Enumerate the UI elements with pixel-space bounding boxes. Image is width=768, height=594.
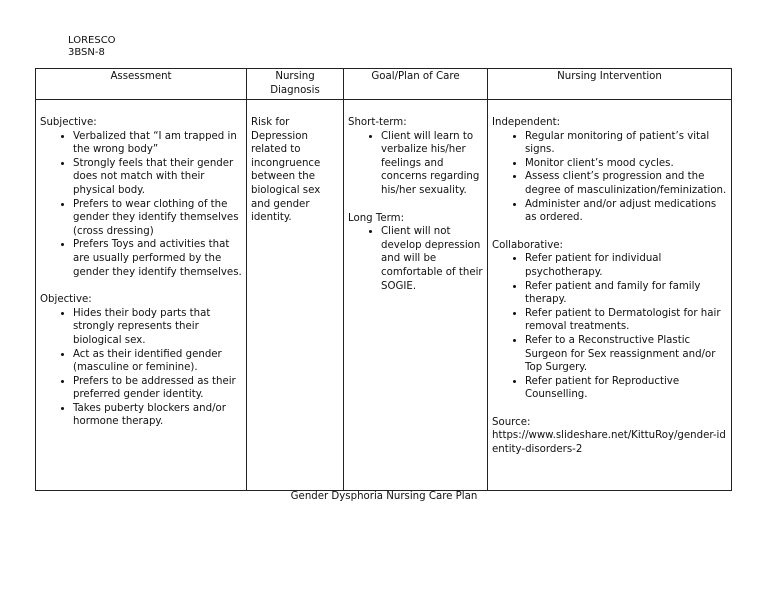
list-item: • Client will learn to verbalize his/her feelings and concerns regarding his/her sexuality. [381,130,484,198]
list-item: • Client will not develop depression and will be comfortable of their SOGIE. [381,225,484,293]
list-item: • Refer patient for individual psychotherapy. [525,252,728,279]
author-section: 3BSN-8 [68,47,105,58]
list-item: • Regular monitoring of patient’s vital signs. [525,130,728,157]
list-item: • Refer patient for Reproductive Counselling. [525,375,728,402]
list-item: • Strongly feels that their gender does not match with their physical body. [73,157,243,198]
objective-label: Objective: [40,294,92,306]
independent-label: Independent: [492,117,561,128]
list-item: • Refer patient and family for family therapy. [525,280,728,307]
long-term-label: Long Term: [348,212,405,224]
collaborative-label: Collaborative: [492,239,563,251]
goal-cell [344,100,488,491]
table-caption: Gender Dysphoria Nursing Care Plan [290,491,478,502]
diagnosis-cell [247,100,344,491]
header-goal: Goal/Plan of Care [344,69,488,100]
table-header-row [36,69,732,100]
list-item: • Administer and/or adjust medications as ordered. [525,198,728,225]
list-item: • Act as their identified gender (masculine or feminine). [73,348,243,375]
subjective-list [40,130,243,280]
objective-list [40,307,243,429]
list-item: • Assess client’s progression and the degree of masculinization/feminization. [525,170,728,197]
list-item: • Prefers to wear clothing of the gender they identify themselves (cross dressing) [73,198,243,239]
list-item: • Refer patient to Dermatologist for hair removal treatments. [525,307,728,334]
short-term-list [348,130,484,198]
list-item: • Prefers Toys and activities that are usually performed by the gender they identify themselves. [73,238,243,279]
independent-list [492,130,728,225]
collaborative-list [492,252,728,402]
author-name: LORESCO [68,35,116,46]
assessment-cell [36,100,247,491]
list-item: • Monitor client’s mood cycles. [525,157,728,171]
document-header [68,35,116,59]
header-intervention: Nursing Intervention [488,69,732,100]
list-item: • Verbalized that “I am trapped in the wrong body” [73,130,243,157]
long-term-list [348,225,484,293]
short-term-label: Short-term: [348,117,407,128]
list-item: • Prefers to be addressed as their preferred gender identity. [73,375,243,402]
care-plan-table [35,68,732,491]
list-item: • Refer to a Reconstructive Plastic Surgeon for Sex reassignment and/or Top Surgery. [525,334,728,375]
source-link[interactable]: https://www.slideshare.net/KittuRoy/gender-identity-disorders-2 [492,430,726,456]
list-item: • Takes puberty blockers and/or hormone therapy. [73,402,243,429]
source-label: Source: [492,416,531,428]
table-row [36,100,732,491]
header-assessment: Assessment [36,69,247,100]
list-item: • Hides their body parts that strongly represents their biological sex. [73,307,243,348]
intervention-cell [488,100,732,491]
subjective-label: Subjective: [40,117,97,128]
header-diagnosis: Nursing Diagnosis [247,69,344,100]
diagnosis-text: Risk for Depression related to incongruence between the biological sex and gender identity. [251,117,321,224]
